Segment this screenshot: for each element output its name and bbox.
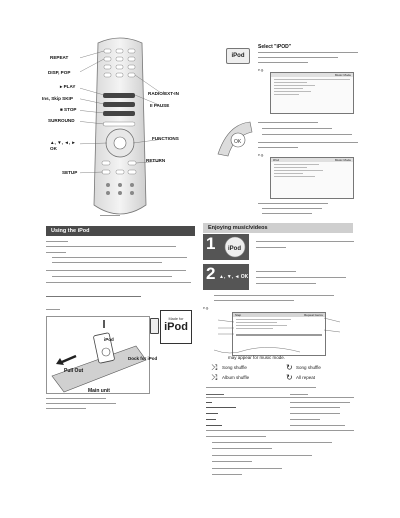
text-line <box>212 448 272 449</box>
text-line <box>52 276 172 277</box>
ipod-callout: iPod <box>104 337 114 342</box>
text-line <box>258 62 308 63</box>
ipod-dock-illustration <box>46 316 150 394</box>
play-label: ▸ PLAY <box>60 84 76 89</box>
text-line <box>206 407 236 408</box>
setup-label: SETUP <box>62 170 78 175</box>
pull-out-label: Pull Out <box>64 368 84 374</box>
section-enjoying: Enjoying music/videos <box>203 223 353 233</box>
hand-dpad-icon <box>214 118 254 160</box>
pause-label: II PAUSE <box>150 103 170 108</box>
play-screen-left: Step <box>235 313 242 317</box>
all-repeat-label: All repeat <box>296 375 316 380</box>
text-line <box>212 468 282 469</box>
song-repeat-icon: ↻ <box>286 363 293 372</box>
text-line <box>258 57 338 58</box>
menu-screen-1 <box>270 72 354 114</box>
text-line <box>46 403 116 404</box>
text-line <box>46 252 66 253</box>
text-line <box>46 270 186 271</box>
song-shuffle-icon: ⤨ <box>211 363 218 372</box>
text-line <box>290 413 340 414</box>
text-line <box>258 122 318 123</box>
text-line <box>206 387 316 388</box>
select-ipod-title: Select "iPOD" <box>258 44 292 50</box>
screen2-left-label: iPod <box>273 158 280 162</box>
arrows-ok-label: ▲, ▼, ◄, ► OK <box>50 140 76 151</box>
section-using-ipod: Using the iPod <box>46 226 195 236</box>
svg-text:OK: OK <box>234 139 242 145</box>
text-line <box>214 300 294 301</box>
step1-number: 1 <box>206 234 216 253</box>
text-line <box>262 128 332 129</box>
text-line <box>46 408 86 409</box>
eg-label-2: e.g. <box>258 153 264 157</box>
text-line <box>256 241 354 242</box>
text-line <box>256 247 286 248</box>
text-line <box>256 283 316 284</box>
radio-ext-label: RADIO/EXT-IN <box>148 91 179 96</box>
music-mode-note: may appear for music mode. <box>228 355 286 360</box>
step2-keys: ▲, ▼, ◄ OK <box>219 274 249 280</box>
table-rule <box>206 397 354 398</box>
text-line <box>46 309 60 310</box>
text-line <box>262 213 312 214</box>
return-label: RETURN <box>146 158 166 163</box>
ipod-button-step1-icon <box>224 236 246 258</box>
text-line <box>206 402 212 403</box>
text-line <box>258 142 358 143</box>
text-line <box>212 474 242 475</box>
disp-pop-label: DISP, POP <box>48 70 71 75</box>
text-line <box>206 419 216 420</box>
album-shuffle-icon: ⤨ <box>211 373 218 382</box>
svg-text:iPod: iPod <box>228 246 241 252</box>
text-line <box>290 394 308 395</box>
text-line <box>46 398 106 399</box>
play-screen-right: Repeat Genre <box>304 313 323 317</box>
text-line <box>262 134 352 135</box>
ipod-logo-text: iPod <box>164 321 188 333</box>
text-line <box>214 295 334 296</box>
text-line <box>262 208 322 209</box>
eg-label: e.g. <box>258 68 264 72</box>
table-rule <box>206 430 354 431</box>
screen-mode-label: Music Mode <box>334 73 351 77</box>
song-shuffle-label-2: Song shuffle <box>296 365 321 370</box>
text-line <box>52 257 187 258</box>
made-for-ipod-logo <box>160 310 192 344</box>
made-for-text: Made for <box>168 317 184 321</box>
text-line <box>212 455 312 456</box>
text-line <box>206 425 222 426</box>
text-line <box>258 203 328 204</box>
text-line <box>46 282 191 283</box>
all-repeat-icon: ↻ <box>286 373 293 382</box>
main-unit-label: Main unit <box>88 388 110 394</box>
ipod-device-icon <box>150 318 159 334</box>
surround-label: SURROUND <box>48 118 75 123</box>
repeat-label: REPEAT <box>50 55 69 60</box>
album-shuffle-label: Album shuffle <box>222 375 250 380</box>
text-line <box>256 277 346 278</box>
remote-control-illustration <box>80 35 160 225</box>
text-line <box>258 147 298 148</box>
text-line <box>52 262 162 263</box>
functions-label: FUNCTIONS <box>152 136 179 141</box>
text-line <box>46 296 141 297</box>
text-line <box>206 413 218 414</box>
text-line <box>290 419 320 420</box>
skip-label: Ins, Skip SKIP <box>42 96 73 101</box>
text-line <box>212 461 252 462</box>
stop-label: ■ STOP <box>60 107 77 112</box>
text-line <box>212 442 332 443</box>
dock-callout: Dock for iPod <box>128 356 158 361</box>
song-shuffle-label: Song shuffle <box>222 365 247 370</box>
text-line <box>256 271 296 272</box>
text-line <box>46 246 176 247</box>
ipod-button-icon: iPod <box>226 48 250 64</box>
screen2-mode-label: Music Mode <box>334 158 351 162</box>
text-line <box>290 407 340 408</box>
text-line <box>46 241 68 242</box>
text-line <box>206 436 266 437</box>
step2-number: 2 <box>206 264 216 283</box>
text-line <box>100 215 120 216</box>
menu-screen-2 <box>270 157 354 199</box>
text-line <box>290 425 345 426</box>
text-line <box>206 394 224 395</box>
text-line <box>290 402 350 403</box>
eg-label-3: e.g. <box>203 306 209 310</box>
text-line <box>258 52 358 53</box>
